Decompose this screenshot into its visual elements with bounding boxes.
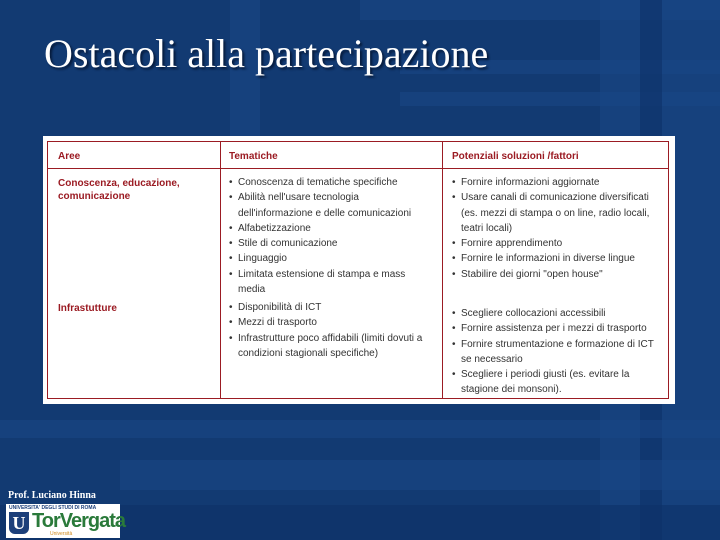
column-divider bbox=[442, 142, 443, 398]
list-item: • Alfabetizzazione bbox=[229, 221, 434, 236]
header-soluzioni: Potenziali soluzioni /fattori bbox=[452, 151, 579, 162]
area-conoscenza: Conoscenza, educazione, comunicazione bbox=[58, 178, 180, 202]
list-item: • Linguaggio bbox=[229, 251, 434, 266]
university-logo bbox=[6, 504, 125, 538]
slide-title: Ostacoli alla partecipazione bbox=[44, 31, 489, 76]
list-item: • Infrastrutture poco affidabili (limiti dovuti a condizioni stagionali specifiche) bbox=[229, 331, 434, 362]
list-item: • Fornire apprendimento bbox=[452, 236, 664, 251]
list-item: • Usare canali di comunicazione diversificati (es. mezzi di stampa o on line, radio locali, teatri locali) bbox=[452, 190, 664, 236]
column-divider bbox=[220, 142, 221, 398]
list-item: • Stile di comunicazione bbox=[229, 236, 434, 251]
obstacles-table bbox=[43, 136, 675, 404]
tematiche-list-row1 bbox=[229, 175, 434, 297]
list-item: • Mezzi di trasporto bbox=[229, 315, 434, 330]
list-item: • Scegliere collocazioni accessibili bbox=[452, 306, 664, 321]
header-aree: Aree bbox=[58, 151, 81, 162]
logo-u-icon: U bbox=[9, 512, 29, 534]
list-item: • Disponibilità di ICT bbox=[229, 300, 434, 315]
list-item: • Scegliere i periodi giusti (es. evitare la stagione dei monsoni). bbox=[452, 367, 664, 398]
list-item: • Fornire strumentazione e formazione di ICT se necessario bbox=[452, 337, 664, 368]
list-item: • Stabilire dei giorni "open house" bbox=[452, 267, 664, 282]
logo-sub-text: Università bbox=[50, 531, 73, 537]
area-infrastrutture: Infrastutture bbox=[58, 303, 117, 314]
header-tematiche: Tematiche bbox=[229, 151, 278, 162]
soluzioni-list-row1 bbox=[452, 175, 664, 282]
header-divider bbox=[48, 168, 668, 169]
list-item: • Fornire le informazioni in diverse lingue bbox=[452, 251, 664, 266]
list-item: • Limitata estensione di stampa e mass media bbox=[229, 267, 434, 298]
author-name: Prof. Luciano Hinna bbox=[8, 490, 96, 501]
list-item: • Abilità nell'usare tecnologia dell'informazione e delle comunicazioni bbox=[229, 190, 434, 221]
soluzioni-list-row2 bbox=[452, 306, 664, 398]
list-item: • Fornire assistenza per i mezzi di trasporto bbox=[452, 321, 664, 336]
logo-top-text: UNIVERSITA' DEGLI STUDI DI ROMA bbox=[9, 505, 97, 511]
list-item: • Conoscenza di tematiche specifiche bbox=[229, 175, 434, 190]
tematiche-list-row2 bbox=[229, 300, 434, 361]
list-item: • Fornire informazioni aggiornate bbox=[452, 175, 664, 190]
logo-name: TorVergata bbox=[32, 510, 125, 532]
table-frame bbox=[47, 141, 669, 399]
